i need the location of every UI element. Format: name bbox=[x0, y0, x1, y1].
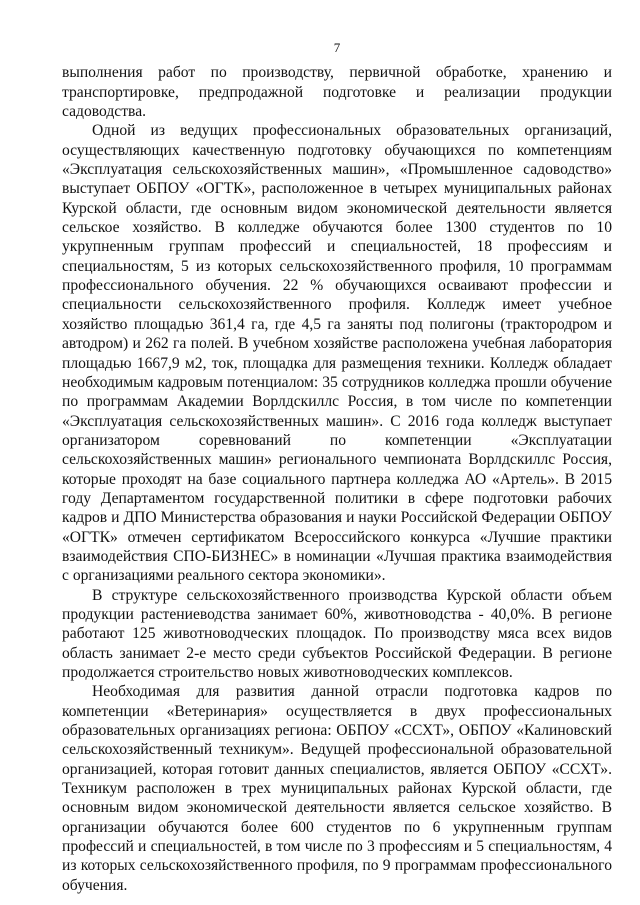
paragraph-veterinary-training: Необходимая для развития данной отрасли подготовка кадров по компетенции «Ветеринария» осуществляется в двух профессиональных образовательных организациях региона: ОБПОУ «ССХТ», ОБПОУ «Калиновский сельскохозяйственный техникум». Ведущей профессиональной образовательной организацией, которая готовит данных специалистов, является ОБПОУ «ССХТ». Техникум расположен в трех муниципальных районах Курской области, где основным видом экономической деятельности является сельское хозяйство. В организации обучаются более 600 студентов по 6 укрупненным группам профессий и специальностей, в том числе по 3 профессиям и 5 специальностям, 4 из которых сельскохозяйственного профиля, по 9 программам профессионального обучения. bbox=[62, 683, 612, 894]
page-number: 7 bbox=[333, 40, 341, 55]
paragraph-continuation: выполнения работ по производству, первичной обработке, хранению и транспортировке, предпродажной подготовке и реализации продукции садоводства. bbox=[62, 64, 612, 121]
paragraph-ogtk-college: Одной из ведущих профессиональных образовательных организаций, осуществляющих качественную подготовку обучающихся по компетенциям «Эксплуатация сельскохозяйственных машин», «Промышленное садоводство» выступает ОБПОУ «ОГТК», расположенное в четырех муниципальных районах Курской области, где основным видом экономической деятельности является сельское хозяйство. В колледже обучаются более 1300 студентов по 10 укрупненным группам профессий и специальностей, 18 профессиям и специальностям, 5 из которых сельскохозяйственного профиля, 10 программам профессионального обучения. 22 % обучающихся осваивают профессии и специальности сельскохозяйственного профиля. Колледж имеет учебное хозяйство площадью 361,4 га, где 4,5 га заняты под полигоны (трактородром и автодром) и 262 га полей. В учебном хозяйстве расположена учебная лаборатория площадью 1667,9 м2, ток, площадка для размещения техники. Колледж обладает необходимым кадровым потенциалом: 35 сотрудников колледжа прошли обучение по программам Академии Ворлдскиллс Россия, в том числе по компетенции «Эксплуатация сельскохозяйственных машин». С 2016 года колледж выступает организатором соревнований по компетенции «Эксплуатации сельскохозяйственных машин» регионального чемпионата Ворлдскиллс Россия, которые проходят на базе социального партнера колледжа АО «Артель». В 2015 году Департаментом государственной политики в сфере подготовки рабочих кадров и ДПО Министерства образования и науки Российской Федерации ОБПОУ «ОГТК» отмечен сертификатом Всероссийского конкурса «Лучшие практики взаимодействия СПО-БИЗНЕС» в номинации «Лучшая практика взаимодействия с организациями реального сектора экономики». bbox=[62, 122, 612, 585]
paragraph-agriculture-structure: В структуре сельскохозяйственного производства Курской области объем продукции растениеводства занимает 60%, животноводства - 40,0%. В регионе работают 125 животноводческих площадок. По производству мяса всех видов область занимает 2-е место среди субъектов Российской Федерации. В регионе продолжается строительство новых животноводческих комплексов. bbox=[62, 586, 612, 681]
document-page bbox=[62, 38, 612, 895]
